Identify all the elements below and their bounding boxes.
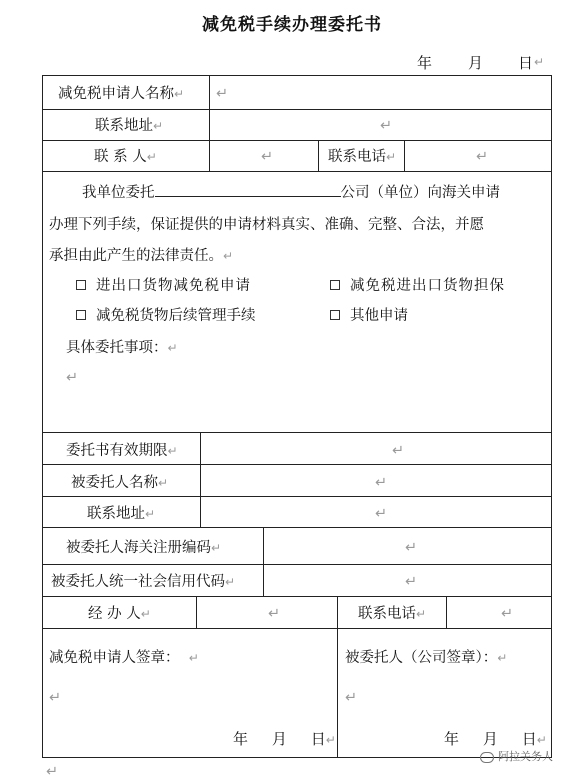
checkbox-icon[interactable] <box>330 310 340 320</box>
top-date-month: 月 <box>468 54 484 72</box>
top-date-day: 日 <box>518 54 534 72</box>
handler-phone-field[interactable]: ↵ <box>501 606 514 622</box>
applicant-name-label: 减免税申请人名称↵ <box>58 86 185 102</box>
trustee-seal-label: 被委托人（公司签章）：↵ <box>345 650 508 666</box>
applicant-address-label: 联系地址↵ <box>95 118 164 134</box>
trustee-customs-code-label: 被委托人海关注册编码↵ <box>66 540 222 556</box>
delegation-line-3: 承担由此产生的法律责任。↵ <box>49 248 234 264</box>
option-other-application[interactable]: 其他申请 <box>330 306 408 326</box>
checkbox-icon[interactable] <box>330 280 340 290</box>
checkbox-icon[interactable] <box>76 310 86 320</box>
trustee-address-label: 联系地址↵ <box>87 506 156 522</box>
trustee-customs-code-field[interactable]: ↵ <box>405 540 418 556</box>
specific-matters-field[interactable]: ↵ <box>66 370 79 386</box>
applicant-phone-label: 联系电话↵ <box>328 149 397 165</box>
applicant-contact-label: 联 系 人↵ <box>94 149 157 165</box>
applicant-name-field[interactable]: ↵ <box>216 86 229 102</box>
watermark: 阿拉关务人 <box>480 748 553 764</box>
applicant-seal-label: 减免税申请人签章： ↵ <box>49 650 199 666</box>
handler-phone-label: 联系电话↵ <box>358 606 427 622</box>
wechat-icon <box>480 752 494 763</box>
applicant-contact-field[interactable]: ↵ <box>261 149 274 165</box>
trustee-credit-code-field[interactable]: ↵ <box>405 574 418 590</box>
option-import-export-exemption[interactable]: 进出口货物减免税申请 <box>76 276 251 296</box>
checkbox-icon[interactable] <box>76 280 86 290</box>
delegation-line-2: 办理下列手续，保证提供的申请材料真实、准确、完整、合法，并愿 <box>49 217 484 233</box>
specific-matters-label: 具体委托事项：↵ <box>66 340 178 356</box>
trustee-seal-field[interactable]: ↵ <box>345 690 358 706</box>
trustee-name-field[interactable]: ↵ <box>375 475 388 491</box>
document-title: 减免税手续办理委托书 <box>202 15 382 35</box>
validity-period-label: 委托书有效期限↵ <box>66 443 178 459</box>
applicant-seal-date: 年 月 日↵ <box>233 730 336 748</box>
trustee-name-label: 被委托人名称↵ <box>71 475 169 491</box>
trustee-seal-date: 年 月 日↵ <box>444 730 547 748</box>
option-exemption-guarantee[interactable]: 减免税进出口货物担保 <box>330 276 505 296</box>
applicant-seal-field[interactable]: ↵ <box>49 690 62 706</box>
option-post-management[interactable]: 减免税货物后续管理手续 <box>76 306 256 326</box>
applicant-phone-field[interactable]: ↵ <box>476 149 489 165</box>
handler-label: 经 办 人↵ <box>88 606 151 622</box>
trustee-address-field[interactable]: ↵ <box>375 506 388 522</box>
entrusted-company-blank[interactable] <box>155 180 341 197</box>
return-mark: ↵ <box>534 55 545 69</box>
applicant-address-field[interactable]: ↵ <box>380 118 393 134</box>
delegation-sentence: 我单位委托 公司（单位）向海关申请 <box>82 177 500 209</box>
trustee-credit-code-label: 被委托人统一社会信用代码↵ <box>51 574 236 590</box>
top-date-year: 年 <box>417 54 433 72</box>
handler-field[interactable]: ↵ <box>268 606 281 622</box>
trailing-return-mark: ↵ <box>46 764 59 780</box>
validity-period-field[interactable]: ↵ <box>392 443 405 459</box>
